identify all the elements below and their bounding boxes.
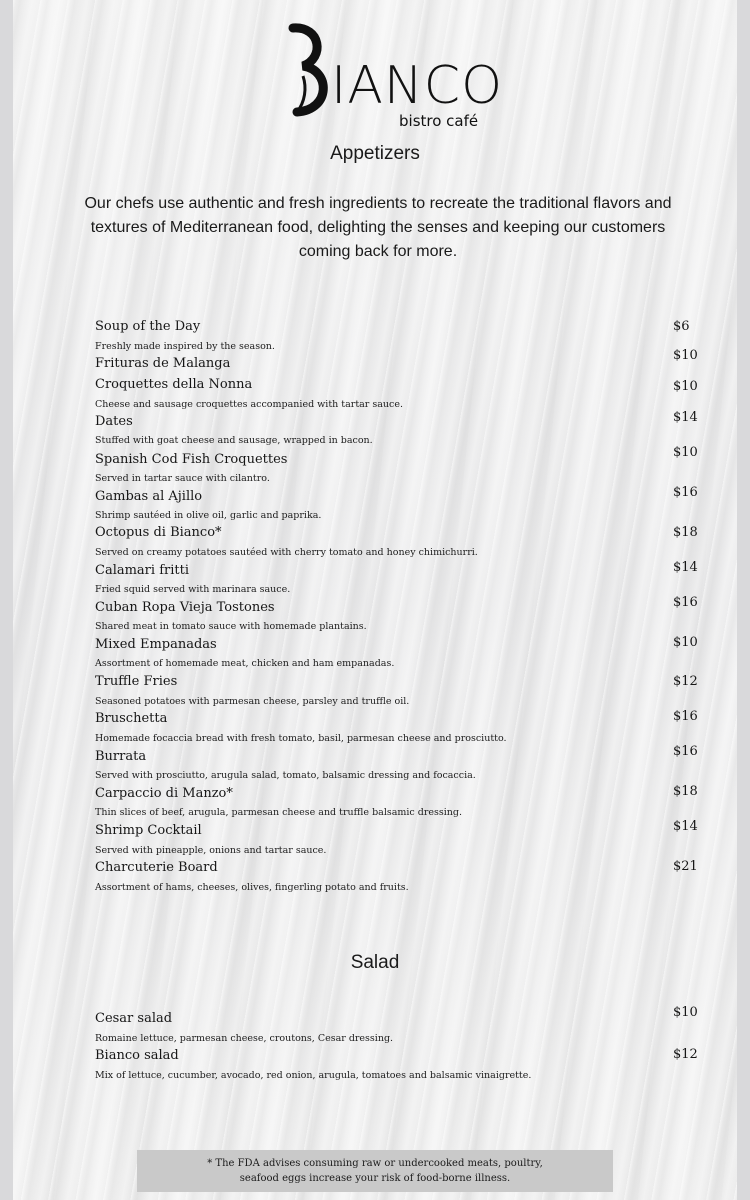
menu-item-name: Mixed Empanadas (95, 637, 217, 652)
fda-notice-line: * The FDA advises consuming raw or undercooked meats, poultry, (207, 1158, 543, 1169)
menu-item-desc: Assortment of homemade meat, chicken and ham empanadas. (95, 658, 395, 669)
menu-item-desc: Cheese and sausage croquettes accompanied with tartar sauce. (95, 399, 403, 410)
menu-item-price: $12 (673, 1047, 698, 1062)
menu-item-desc: Served on creamy potatoes sautéed with cherry tomato and honey chimichurri. (95, 547, 478, 558)
menu-item-desc: Freshly made inspired by the season. (95, 341, 275, 352)
menu-item-price: $16 (673, 709, 698, 724)
menu-item-name: Bruschetta (95, 711, 168, 726)
menu-item-desc: Served with prosciutto, arugula salad, tomato, balsamic dressing and focaccia. (95, 770, 476, 781)
menu-item-price: $10 (673, 635, 698, 650)
menu-item-name: Bianco salad (95, 1048, 179, 1063)
menu-item-price: $12 (673, 674, 698, 689)
fda-notice (137, 1150, 613, 1192)
menu-item-name: Soup of the Day (95, 319, 201, 334)
bianco-logo (273, 22, 504, 132)
menu-item-desc: Mix of lettuce, cucumber, avocado, red onion, arugula, tomatoes and balsamic vinaigrette. (95, 1070, 532, 1081)
menu-item-desc: Shrimp sautéed in olive oil, garlic and paprika. (95, 510, 322, 521)
menu-item-desc: Homemade focaccia bread with fresh tomato, basil, parmesan cheese and prosciutto. (95, 733, 507, 744)
menu-item-price: $18 (673, 525, 698, 540)
menu-item-desc: Assortment of hams, cheeses, olives, fingerling potato and fruits. (95, 882, 409, 893)
menu-item-price: $6 (673, 319, 690, 334)
menu-item-name: Charcuterie Board (95, 860, 218, 875)
menu-item-name: Dates (95, 414, 133, 429)
menu-item-name: Spanish Cod Fish Croquettes (95, 452, 288, 467)
menu-item-price: $18 (673, 784, 698, 799)
menu-item-desc: Seasoned potatoes with parmesan cheese, parsley and truffle oil. (95, 696, 410, 707)
logo-wordmark: IANCO (331, 56, 504, 116)
menu-item-name: Truffle Fries (95, 674, 178, 689)
menu-item-desc: Thin slices of beef, arugula, parmesan cheese and truffle balsamic dressing. (95, 807, 463, 818)
menu-item-name: Octopus di Bianco* (95, 525, 222, 540)
menu-item-desc: Fried squid served with marinara sauce. (95, 584, 291, 595)
menu-item-name: Gambas al Ajillo (95, 489, 203, 504)
menu-item-name: Croquettes della Nonna (95, 377, 253, 392)
menu-item-name: Calamari fritti (95, 563, 189, 578)
menu-item-price: $14 (673, 560, 698, 575)
menu-item-desc: Served in tartar sauce with cilantro. (95, 473, 270, 484)
logo-tagline: bistro café (399, 112, 479, 130)
menu-item-name: Shrimp Cocktail (95, 823, 202, 838)
menu-item-price: $14 (673, 410, 698, 425)
menu-page (13, 0, 737, 1200)
menu-item-price: $14 (673, 819, 698, 834)
salad-title: Salad (350, 952, 400, 973)
menu-item-name: Cuban Ropa Vieja Tostones (95, 600, 275, 615)
menu-item-desc: Served with pineapple, onions and tartar sauce. (95, 845, 327, 856)
menu-item-price: $10 (673, 379, 698, 394)
menu-item-desc: Shared meat in tomato sauce with homemade plantains. (95, 621, 367, 632)
menu-item-price: $10 (673, 348, 698, 363)
menu-item-price: $16 (673, 595, 698, 610)
menu-item-price: $10 (673, 1005, 698, 1020)
appetizers-title: Appetizers (330, 143, 420, 164)
intro-paragraph: Our chefs use authentic and fresh ingredients to recreate the traditional flavors and textures of Mediterranean food, delighting the senses and keeping our customers coming back for more. (84, 195, 672, 260)
fda-notice-line: seafood eggs increase your risk of food-borne illness. (239, 1173, 511, 1184)
menu-item-price: $21 (673, 859, 698, 874)
menu-item-desc: Stuffed with goat cheese and sausage, wrapped in bacon. (95, 435, 373, 446)
menu-item-price: $16 (673, 744, 698, 759)
menu-item-price: $10 (673, 445, 698, 460)
menu-item-price: $16 (673, 485, 698, 500)
menu-item-name: Carpaccio di Manzo* (95, 786, 233, 801)
menu-item-name: Cesar salad (95, 1011, 173, 1026)
menu-item-desc: Romaine lettuce, parmesan cheese, croutons, Cesar dressing. (95, 1033, 394, 1044)
menu-item-name: Burrata (95, 749, 147, 764)
menu-item-name: Frituras de Malanga (95, 356, 231, 371)
